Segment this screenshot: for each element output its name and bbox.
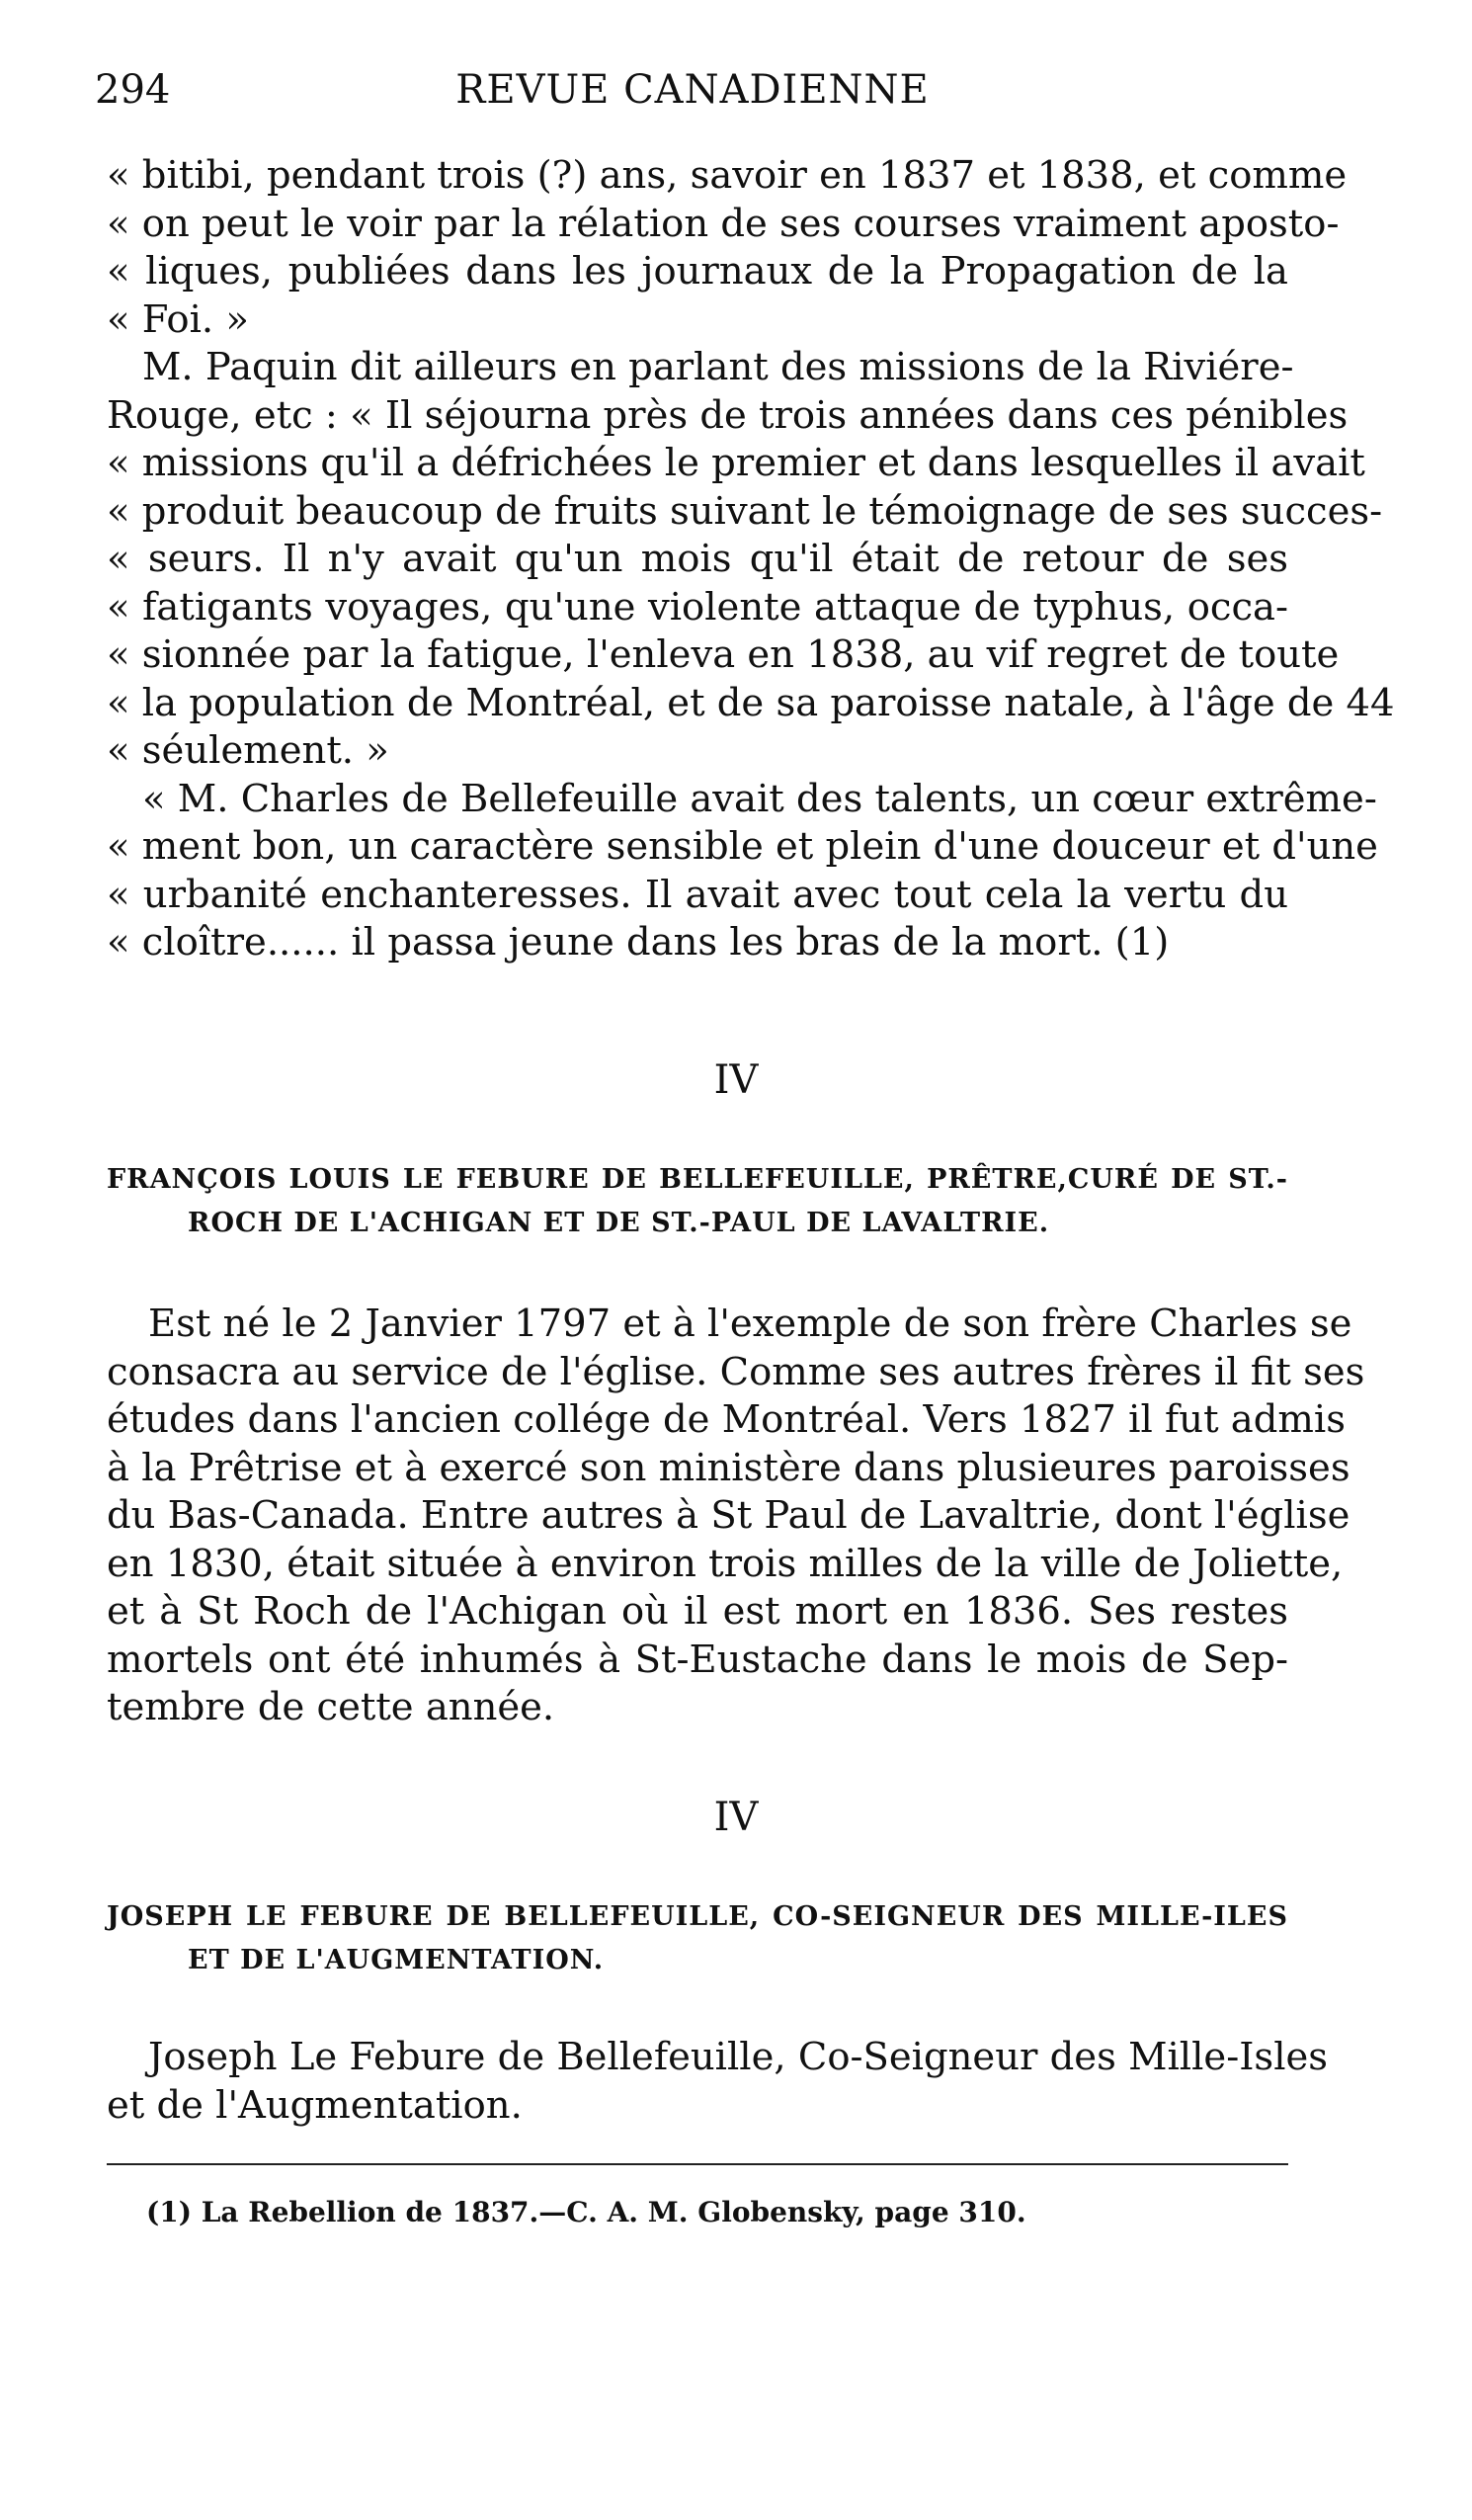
footnote-rule xyxy=(107,2163,1288,2165)
body-text-section1 xyxy=(107,1301,1365,1732)
heading-line: FRANÇOIS LOUIS LE FEBURE DE BELLEFEUILLE, PRÊTRE,CURÉ DE ST.- xyxy=(107,1164,1288,1195)
footnote: (1) La Rebellion de 1837.—C. A. M. Globensky, page 310. xyxy=(146,2196,1026,2228)
text-line: et de l'Augmentation. xyxy=(107,2082,523,2128)
page-number: 294 xyxy=(95,67,171,113)
section-number: IV xyxy=(713,1057,759,1103)
text-line: « Foi. » xyxy=(107,296,249,342)
text-line: Est né le 2 Janvier 1797 et à l'exemple de son frère Charles se xyxy=(148,1302,1352,1346)
text-line: « fatigants voyages, qu'une violente attaque de typhus, occa- xyxy=(107,584,1288,630)
text-line: « cloître...... il passa jeune dans les bras de la mort. (1) xyxy=(107,920,1170,965)
journal-title: REVUE CANADIENNE xyxy=(455,67,930,113)
text-line: « liques, publiées dans les journaux de la Propagation de la xyxy=(107,249,1288,294)
heading-line: ROCH DE L'ACHIGAN ET DE ST.-PAUL DE LAVALTRIE. xyxy=(188,1208,1050,1238)
section-heading xyxy=(107,1158,1288,1245)
text-line: « M. Charles de Bellefeuille avait des talents, un cœur extrême- xyxy=(142,776,1377,821)
text-line: « seurs. Il n'y avait qu'un mois qu'il était de retour de ses xyxy=(107,537,1288,581)
text-line: du Bas-Canada. Entre autres à St Paul de Lavaltrie, dont l'église xyxy=(107,1493,1350,1538)
text-line: « missions qu'il a défrichées le premier et dans lesquelles il avait xyxy=(107,441,1365,485)
body-text-section2 xyxy=(107,2034,1329,2130)
heading-line: JOSEPH LE FEBURE DE BELLEFEUILLE, CO-SEIGNEUR DES MILLE-ILES xyxy=(107,1901,1288,1932)
text-line: en 1830, était située à environ trois milles de la ville de Joliette, xyxy=(107,1541,1344,1586)
text-line: mortels ont été inhumés à St-Eustache dans le mois de Sep- xyxy=(107,1637,1288,1682)
text-line: M. Paquin dit ailleurs en parlant des missions de la Riviére- xyxy=(142,345,1294,389)
text-line: « la population de Montréal, et de sa paroisse natale, à l'âge de 44 xyxy=(107,680,1395,725)
text-line: et à St Roch de l'Achigan où il est mort en 1836. Ses restes xyxy=(107,1589,1288,1634)
body-text-quotation xyxy=(107,152,1395,967)
text-line: à la Prêtrise et à exercé son ministère dans plusieures paroisses xyxy=(107,1445,1350,1490)
section-number: IV xyxy=(713,1795,759,1840)
text-line: « bitibi, pendant trois (?) ans, savoir en 1837 et 1838, et comme xyxy=(107,153,1348,198)
section-heading xyxy=(107,1895,1288,1982)
text-line: Joseph Le Febure de Bellefeuille, Co-Seigneur des Mille-Isles xyxy=(148,2035,1329,2079)
text-line: « séulement. » xyxy=(107,728,389,773)
text-line: tembre de cette année. xyxy=(107,1685,555,1729)
text-line: « produit beaucoup de fruits suivant le témoignage de ses succes- xyxy=(107,488,1383,534)
text-line: « ment bon, un caractère sensible et plein d'une douceur et d'une xyxy=(107,824,1378,869)
text-line: consacra au service de l'église. Comme ses autres frères il fit ses xyxy=(107,1349,1365,1394)
text-line: « sionnée par la fatigue, l'enleva en 1838, au vif regret de toute xyxy=(107,632,1340,677)
heading-line: ET DE L'AUGMENTATION. xyxy=(188,1945,605,1975)
text-line: « urbanité enchanteresses. Il avait avec tout cela la vertu du xyxy=(107,872,1288,917)
running-head xyxy=(95,67,1290,126)
text-line: études dans l'ancien collége de Montréal. Vers 1827 il fut admis xyxy=(107,1397,1346,1442)
text-line: « on peut le voir par la rélation de ses courses vraiment aposto- xyxy=(107,201,1340,246)
text-line: Rouge, etc : « Il séjourna près de trois années dans ces pénibles xyxy=(107,392,1349,438)
